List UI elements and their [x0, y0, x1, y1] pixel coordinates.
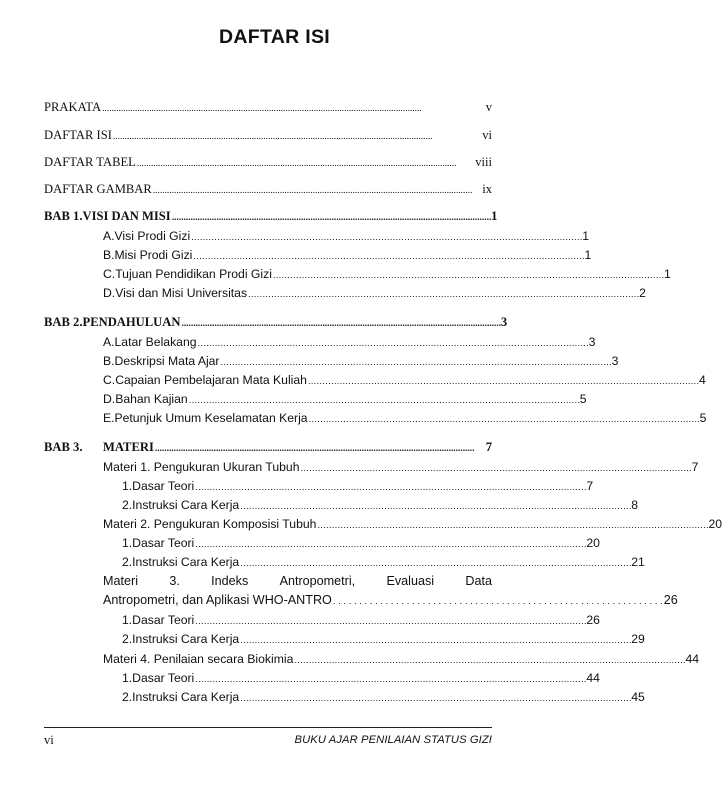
subsection-label: Instruksi Cara Kerja [132, 555, 240, 569]
subsection-page: 26 [586, 613, 600, 627]
materi-label-line-2 [103, 592, 678, 610]
toc-entry-prakata[interactable] [44, 99, 492, 117]
section-page: 3 [588, 335, 596, 349]
subsection-number: 1. [122, 479, 133, 493]
toc-subsection-entry[interactable] [122, 689, 645, 707]
section-label: Capaian Pembelajaran Mata Kuliah [115, 373, 307, 387]
toc-section-entry[interactable] [103, 266, 671, 284]
toc-entry-label: PRAKATA [44, 100, 102, 114]
footer-book-title: BUKU AJAR PENILAIAN STATUS GIZI [294, 734, 492, 746]
dot-leader [240, 691, 630, 707]
toc-chapter-bab-3[interactable] [44, 439, 492, 457]
toc-subsection-entry[interactable] [122, 612, 600, 630]
materi-label-line-1 [103, 573, 492, 589]
toc-entry-daftar-isi[interactable] [44, 127, 492, 145]
section-page: 2 [639, 286, 646, 300]
dot-leader [172, 210, 490, 226]
section-label: Visi dan Misi Universitas [115, 286, 248, 300]
subsection-label: Dasar Teori [132, 613, 195, 627]
toc-entry-page: viii [475, 155, 492, 169]
dot-leader [155, 441, 485, 457]
section-letter: D. [103, 286, 116, 300]
chapter-title: VISI DAN MISI [82, 209, 171, 223]
section-page: 1 [582, 229, 590, 243]
materi-page: 7 [691, 460, 699, 474]
toc-subsection-entry[interactable] [122, 554, 645, 572]
materi-word: Data [465, 574, 492, 588]
dot-leader [195, 672, 585, 688]
toc-entry-page: v [485, 100, 492, 114]
materi-page: 20 [708, 517, 722, 531]
toc-section-entry[interactable] [103, 353, 619, 371]
toc-entry-daftar-tabel[interactable] [44, 154, 492, 172]
dot-leader [240, 499, 630, 515]
toc-entry-page: vi [482, 128, 492, 142]
toc-subsection-entry[interactable] [122, 478, 594, 496]
dot-leader [189, 393, 579, 409]
toc-subsection-entry[interactable] [122, 670, 600, 688]
subsection-number: 2. [122, 690, 133, 704]
dot-leader [317, 518, 707, 534]
subsection-page: 44 [586, 671, 600, 685]
chapter-number: BAB 3. [44, 440, 83, 454]
section-label: Petunjuk Umum Keselamatan Kerja [114, 411, 308, 425]
section-page: 3 [611, 354, 619, 368]
dot-leader [308, 374, 698, 390]
dot-leader [193, 249, 583, 265]
materi-word: Evaluasi [386, 574, 435, 588]
dot-leader [181, 316, 499, 332]
dot-leader [102, 101, 485, 117]
materi-word: Indeks [211, 574, 249, 588]
dot-leader [113, 129, 481, 145]
section-page: 1 [664, 267, 671, 281]
dot-leader [195, 614, 585, 630]
dot-leader [221, 355, 611, 371]
materi-label: Materi 1. Pengukuran Ukuran Tubuh [103, 460, 300, 474]
toc-section-entry[interactable] [103, 410, 707, 428]
dot-leader [137, 156, 474, 172]
section-letter: A. [103, 229, 115, 243]
subsection-page: 20 [586, 536, 600, 550]
chapter-title: PENDAHULUAN [82, 315, 181, 329]
toc-chapter-bab-2[interactable] [44, 314, 508, 332]
dot-leader [300, 461, 690, 477]
dot-leader [240, 633, 630, 649]
section-letter: C. [103, 373, 116, 387]
dot-leader [309, 412, 699, 428]
toc-entry-daftar-gambar[interactable] [44, 181, 492, 199]
toc-entry-label: DAFTAR TABEL [44, 155, 136, 169]
dot-leader [195, 480, 585, 496]
section-label: Tujuan Pendidikan Prodi Gizi [115, 267, 272, 281]
footer-page-number: vi [44, 733, 54, 747]
toc-materi-2[interactable] [103, 516, 722, 534]
dot-leader [191, 230, 581, 246]
dot-leader [273, 268, 663, 284]
materi-label: Materi 4. Penilaian secara Biokimia [103, 652, 294, 666]
toc-entry-label: DAFTAR GAMBAR [44, 182, 152, 196]
chapter-page: 1 [491, 209, 498, 223]
chapter-number: BAB 1. [44, 209, 83, 223]
toc-section-entry[interactable] [103, 391, 587, 409]
subsection-page: 29 [631, 632, 645, 646]
dot-leader [195, 537, 585, 553]
dot-leader: . . . . . . . . . . . . . . . . . . . . . . . . . . . . . . . . . . . . . . . . . . . . . . . . . . . . . . . . . . . . . . . [332, 596, 663, 607]
subsection-label: Dasar Teori [132, 536, 195, 550]
subsection-number: 2. [122, 498, 133, 512]
dot-leader [198, 336, 588, 352]
toc-materi-4[interactable] [103, 651, 700, 669]
materi-word: Materi [103, 574, 138, 588]
section-letter: E. [103, 411, 115, 425]
materi-word: Antropometri, [279, 574, 356, 588]
subsection-number: 2. [122, 632, 133, 646]
toc-section-entry[interactable] [103, 285, 646, 303]
toc-section-entry[interactable] [103, 247, 592, 265]
section-letter: C. [103, 267, 116, 281]
subsection-page: 45 [631, 690, 645, 704]
section-label: Deskripsi Mata Ajar [114, 354, 220, 368]
subsection-label: Dasar Teori [132, 671, 195, 685]
subsection-number: 1. [122, 671, 133, 685]
dot-leader [240, 556, 630, 572]
materi-page: 26 [663, 593, 678, 607]
section-label: Visi Prodi Gizi [114, 229, 191, 243]
subsection-page: 8 [631, 498, 639, 512]
section-letter: D. [103, 392, 116, 406]
subsection-label: Instruksi Cara Kerja [132, 690, 240, 704]
chapter-title: MATERI [103, 440, 154, 454]
toc-materi-1[interactable] [103, 459, 699, 477]
subsection-number: 1. [122, 613, 133, 627]
subsection-number: 2. [122, 555, 133, 569]
materi-label: Antropometri, dan Aplikasi WHO-ANTRO [103, 593, 332, 607]
toc-section-entry[interactable] [103, 372, 706, 390]
toc-entry-label: DAFTAR ISI [44, 128, 112, 142]
toc-section-entry[interactable] [103, 228, 590, 246]
materi-label: Materi 2. Pengukuran Komposisi Tubuh [103, 517, 317, 531]
toc-section-entry[interactable] [103, 334, 596, 352]
subsection-page: 7 [586, 479, 594, 493]
section-page: 1 [584, 248, 592, 262]
toc-subsection-entry[interactable] [122, 535, 600, 553]
section-letter: B. [103, 354, 115, 368]
section-label: Misi Prodi Gizi [114, 248, 193, 262]
toc-subsection-entry[interactable] [122, 497, 639, 515]
subsection-label: Dasar Teori [132, 479, 195, 493]
section-label: Latar Belakang [114, 335, 197, 349]
materi-page: 44 [685, 652, 700, 666]
toc-entry-page: ix [482, 182, 492, 196]
subsection-label: Instruksi Cara Kerja [132, 632, 240, 646]
chapter-page: 7 [485, 440, 492, 454]
section-page: 4 [699, 373, 706, 387]
subsection-page: 21 [631, 555, 645, 569]
footer-divider [44, 727, 492, 728]
section-page: 5 [699, 411, 707, 425]
dot-leader [248, 287, 638, 303]
section-label: Bahan Kajian [115, 392, 188, 406]
dot-leader [294, 653, 684, 669]
dot-leader [153, 183, 481, 199]
materi-word: 3. [169, 574, 180, 588]
section-page: 5 [579, 392, 587, 406]
toc-materi-3[interactable] [103, 573, 678, 610]
page-title: DAFTAR ISI [219, 26, 330, 48]
toc-subsection-entry[interactable] [122, 631, 645, 649]
subsection-number: 1. [122, 536, 133, 550]
chapter-page: 3 [500, 315, 508, 329]
subsection-label: Instruksi Cara Kerja [132, 498, 240, 512]
section-letter: A. [103, 335, 115, 349]
toc-chapter-bab-1[interactable] [44, 208, 498, 226]
section-letter: B. [103, 248, 115, 262]
chapter-number: BAB 2. [44, 315, 83, 329]
